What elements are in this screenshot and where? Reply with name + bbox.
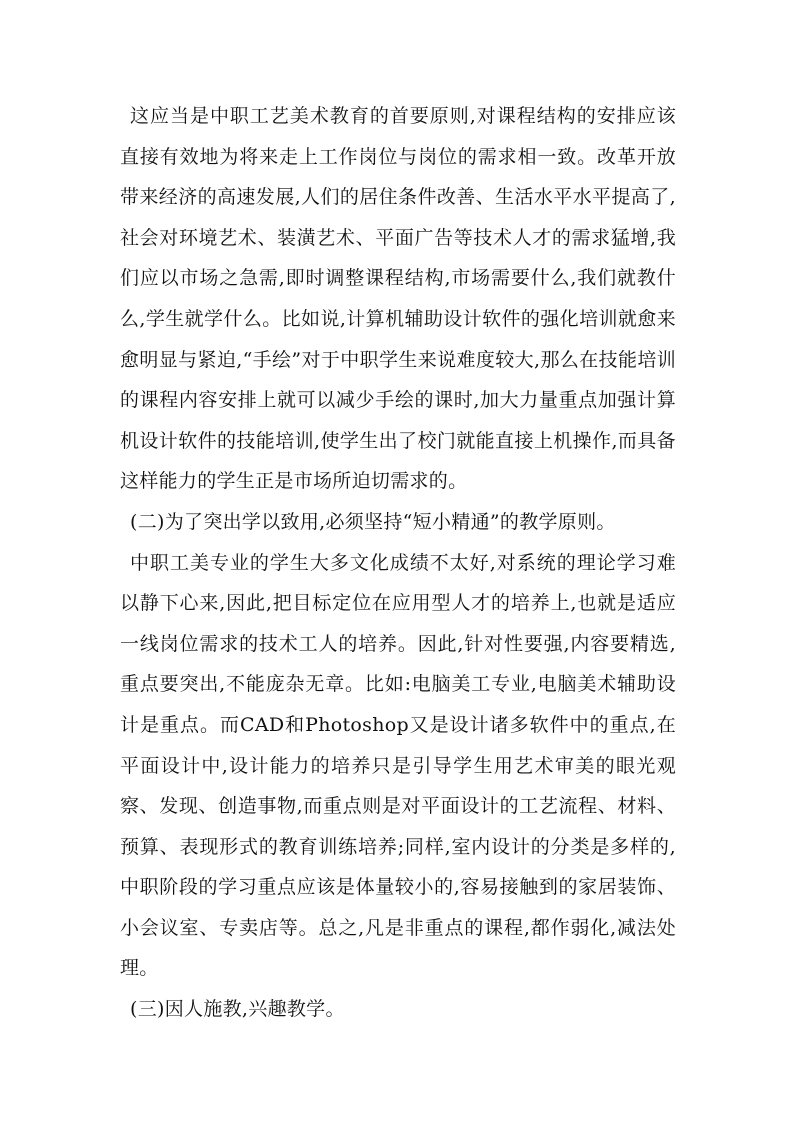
- section-heading-3: (三)因人施教,兴趣教学。: [130, 998, 345, 1021]
- paragraph-short-and-precise: 中职工美专业的学生大多文化成绩不太好,对系统的理论学习难以静下心来,因此,把目标定位在应用型人才的培养上,也就是适应一线岗位需求的技术工人的培养。因此,针对性要强,内容要精选,重点要突出,不能庞杂无章。比如:电脑美工专业,电脑美术辅助设计是重点。而CAD和Photoshop又是设计诸多软件中的重点,在平面设计中,设计能力的培养只是引导学生用艺术审美的眼光观察、发现、创造事物,而重点则是对平面设计的工艺流程、材料、预算、表现形式的教育训练培养;同样,室内设计的分类是多样的,中职阶段的学习重点应该是体量较小的,容易接触到的家居装饰、小会议室、专卖店等。总之,凡是非重点的课程,都作弱化,减法处理。: [120, 551, 676, 980]
- section-heading-2: (二)为了突出学以致用,必须坚持“短小精通”的教学原则。: [130, 510, 616, 533]
- paragraph-market-demand: 这应当是中职工艺美术教育的首要原则,对课程结构的安排应该直接有效地为将来走上工作岗位与岗位的需求相一致。改革开放带来经济的高速发展,人们的居住条件改善、生活水平水平提高了,社会对环境艺术、装潢艺术、平面广告等技术人才的需求猛增,我们应以市场之急需,即时调整课程结构,市场需要什么,我们就教什么,学生就学什么。比如说,计算机辅助设计软件的强化培训就愈来愈明显与紧迫,“手绘”对于中职学生来说难度较大,那么在技能培训的课程内容安排上就可以减少手绘的课时,加大力量重点加强计算机设计软件的技能培训,使学生出了校门就能直接上机操作,而具备这样能力的学生正是市场所迫切需求的。: [120, 105, 676, 493]
- document-body: [120, 96, 676, 1030]
